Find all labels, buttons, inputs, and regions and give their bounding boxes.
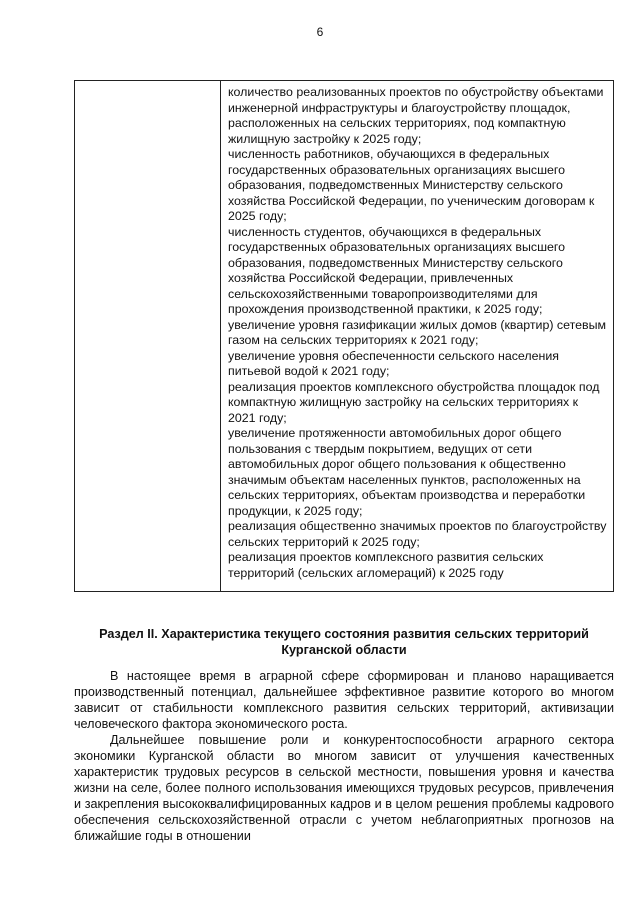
table-right-cell	[221, 81, 613, 591]
goal-item: увеличение уровня обеспеченности сельского населения питьевой водой к 2021 году;	[228, 348, 560, 378]
goal-item: численность работников, обучающихся в федеральных государственных образовательных организациях высшего образования, подведомственных Министерству сельского хозяйства Российской Федерации, по ученическим договорам к 2025 году;	[228, 147, 595, 223]
goal-item: увеличение уровня газификации жилых домов (квартир) сетевым газом на сельских территориях к 2021 году;	[228, 317, 607, 347]
goal-item: реализация проектов комплексного обустройства площадок под компактную жилищную застройку на сельских территориях к 2021 году;	[228, 379, 600, 425]
paragraph: Дальнейшее повышение роли и конкурентоспособности аграрного сектора экономики Курганской области во многом зависит от улучшения качественных характеристик трудовых ресурсов в сельской местности, повышения уровня и качества жизни на селе, более полного использования имеющихся трудовых ресурсов, привлечения и закрепления высококвалифицированных кадров и в целом решения проблемы кадрового обеспечения сельскохозяйственной отрасли с учетом неблагоприятных прогнозов на ближайшие годы в отношении	[74, 733, 614, 843]
goal-item: реализация общественно значимых проектов по благоустройству сельских территорий к 2025 году;	[228, 519, 607, 549]
table-left-cell	[75, 81, 221, 591]
body-text	[74, 668, 614, 844]
goal-item: численность студентов, обучающихся в федеральных государственных образовательных организациях высшего образования, подведомственных Министерству сельского хозяйства Российской Федерации, привлеченных сельскохозяйственными товаропроизводителями для прохождения производственной практики, к 2025 году;	[228, 224, 566, 316]
paragraph: В настоящее время в аграрной сфере сформирован и планово наращивается производственный потенциал, дальнейшее эффективное развитие которого во многом зависит от стабильности комплексного развития сельских территорий, активизации человеческого фактора экономического роста.	[74, 669, 614, 731]
page-number: 6	[316, 25, 324, 39]
goal-item: увеличение протяженности автомобильных дорог общего пользования с твердым покрытием, ведущих от сети автомобильных дорог общего пользования к общественно значимым объектам населенных пунктов, расположенных на сельских территориях, объектам производства и переработки продукции, к 2025 году;	[228, 426, 586, 518]
section-title: Раздел II. Характеристика текущего состояния развития сельских территорий Курганской области	[99, 627, 589, 657]
goal-item: реализация проектов комплексного развития сельских территорий (сельских агломераций) к 2025 году	[228, 550, 544, 580]
goals-table	[74, 80, 614, 592]
goal-item: количество реализованных проектов по обустройству объектами инженерной инфраструктуры и благоустройству площадок, расположенных на сельских территориях, под компактную жилищную застройку к 2025 году;	[228, 85, 604, 146]
